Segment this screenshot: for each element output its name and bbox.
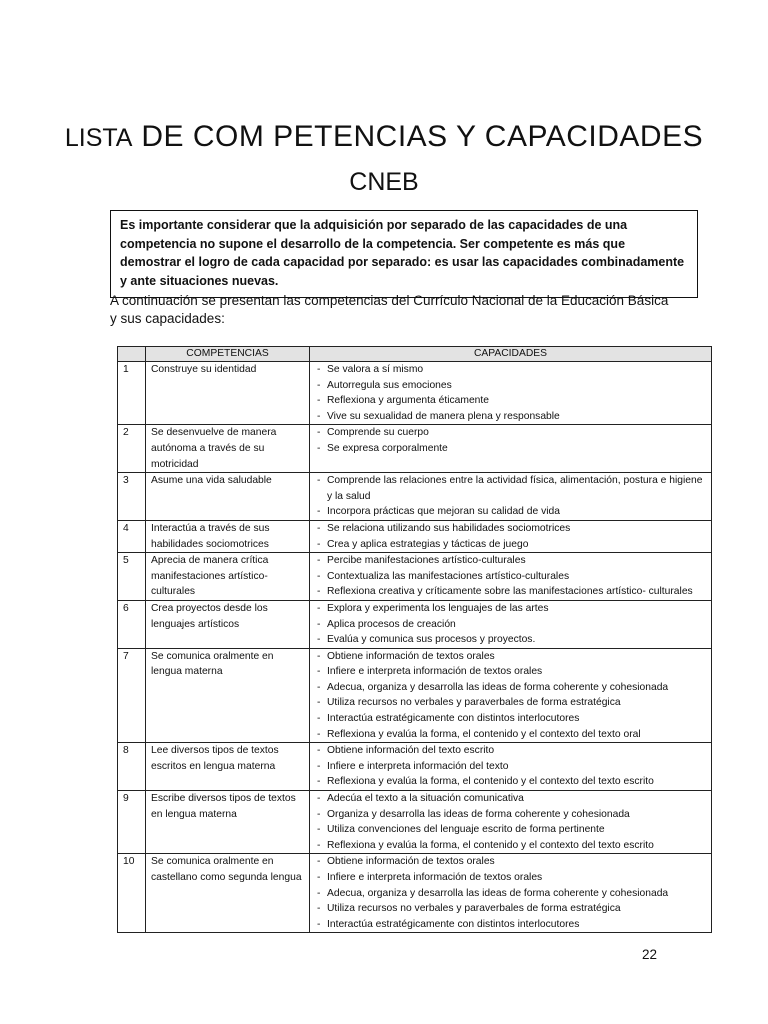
table-row — [118, 553, 712, 601]
capacidad-item: - Reflexiona y argumenta éticamente — [315, 393, 707, 409]
capacidad-item: - Comprende las relaciones entre la actividad física, alimentación, postura e higiene y la salud — [315, 473, 707, 504]
capacidad-item: - Infiere e interpreta información de textos orales — [315, 664, 707, 680]
capacidad-item: - Incorpora prácticas que mejoran su calidad de vida — [315, 504, 707, 520]
table-row — [118, 743, 712, 791]
capacidades-list — [315, 425, 707, 456]
capacidades-cell — [310, 600, 712, 648]
row-number: 3 — [118, 473, 146, 521]
competencia-cell: Aprecia de manera crítica manifestaciones artístico-culturales — [146, 553, 310, 601]
capacidad-item: - Evalúa y comunica sus procesos y proyectos. — [315, 632, 707, 648]
competencia-cell: Interactúa a través de sus habilidades sociomotrices — [146, 520, 310, 552]
competencia-cell: Crea proyectos desde los lenguajes artísticos — [146, 600, 310, 648]
competencia-cell: Se comunica oralmente en castellano como segunda lengua — [146, 854, 310, 933]
capacidad-item: - Interactúa estratégicamente con distintos interlocutores — [315, 711, 707, 727]
capacidad-item: - Se valora a sí mismo — [315, 362, 707, 378]
note-text: Es importante considerar que la adquisición por separado de las capacidades de una competencia no supone el desarrollo de la competencia. Ser competente es más que demostrar el logro de cada capacidad por separado: es usar las capacidades combinadamente y ante situaciones nuevas. — [120, 218, 685, 288]
header-number — [118, 347, 146, 362]
capacidad-item: - Comprende su cuerpo — [315, 425, 707, 441]
capacidad-item: - Se relaciona utilizando sus habilidades sociomotrices — [315, 521, 707, 537]
capacidad-item: - Reflexiona creativa y críticamente sobre las manifestaciones artístico- culturales — [315, 584, 707, 600]
table-row — [118, 791, 712, 854]
capacidades-cell — [310, 473, 712, 521]
capacidad-item: - Aplica procesos de creación — [315, 617, 707, 633]
capacidades-list — [315, 601, 707, 648]
capacidad-item: - Crea y aplica estrategias y tácticas de juego — [315, 537, 707, 553]
capacidad-item: - Contextualiza las manifestaciones artístico-culturales — [315, 569, 707, 585]
title-rest: DE COM PETENCIAS Y CAPACIDADES — [132, 120, 704, 153]
capacidad-item: - Reflexiona y evalúa la forma, el contenido y el contexto del texto escrito — [315, 838, 707, 854]
capacidades-cell — [310, 553, 712, 601]
capacidades-cell — [310, 362, 712, 425]
capacidad-item: - Obtiene información de textos orales — [315, 854, 707, 870]
row-number: 9 — [118, 791, 146, 854]
note-box — [110, 210, 698, 298]
capacidades-cell — [310, 520, 712, 552]
table-row — [118, 425, 712, 473]
row-number: 10 — [118, 854, 146, 933]
competencia-cell: Asume una vida saludable — [146, 473, 310, 521]
capacidades-cell — [310, 743, 712, 791]
row-number: 2 — [118, 425, 146, 473]
table-row — [118, 854, 712, 933]
capacidades-list — [315, 362, 707, 424]
header-capacidades: CAPACIDADES — [310, 347, 712, 362]
capacidades-list — [315, 854, 707, 932]
competencia-cell: Escribe diversos tipos de textos en lengua materna — [146, 791, 310, 854]
page-title — [0, 120, 768, 154]
row-number: 7 — [118, 648, 146, 743]
capacidad-item: - Adecúa el texto a la situación comunicativa — [315, 791, 707, 807]
capacidades-cell — [310, 425, 712, 473]
competencia-cell: Se comunica oralmente en lengua materna — [146, 648, 310, 743]
capacidad-item: - Se expresa corporalmente — [315, 441, 707, 457]
capacidad-item: - Explora y experimenta los lenguajes de las artes — [315, 601, 707, 617]
capacidades-list — [315, 791, 707, 853]
capacidad-item: - Reflexiona y evalúa la forma, el contenido y el contexto del texto oral — [315, 727, 707, 743]
table-row — [118, 520, 712, 552]
row-number: 4 — [118, 520, 146, 552]
capacidad-item: - Infiere e interpreta información del texto — [315, 759, 707, 775]
capacidades-list — [315, 473, 707, 520]
capacidad-item: - Percibe manifestaciones artístico-culturales — [315, 553, 707, 569]
competencies-table — [117, 346, 712, 933]
capacidad-item: - Adecua, organiza y desarrolla las ideas de forma coherente y cohesionada — [315, 886, 707, 902]
capacidades-cell — [310, 791, 712, 854]
row-number: 8 — [118, 743, 146, 791]
capacidad-item: - Infiere e interpreta información de textos orales — [315, 870, 707, 886]
capacidad-item: - Organiza y desarrolla las ideas de forma coherente y cohesionada — [315, 807, 707, 823]
table-row — [118, 600, 712, 648]
capacidad-item: - Obtiene información del texto escrito — [315, 743, 707, 759]
header-competencias: COMPETENCIAS — [146, 347, 310, 362]
capacidad-item: - Reflexiona y evalúa la forma, el contenido y el contexto del texto escrito — [315, 774, 707, 790]
capacidad-item: - Interactúa estratégicamente con distintos interlocutores — [315, 917, 707, 933]
capacidades-list — [315, 521, 707, 552]
capacidad-item: - Utiliza convenciones del lenguaje escrito de forma pertinente — [315, 822, 707, 838]
capacidades-cell — [310, 648, 712, 743]
capacidades-list — [315, 743, 707, 790]
table-row — [118, 648, 712, 743]
title-first-word: LISTA — [64, 124, 133, 152]
capacidades-list — [315, 553, 707, 600]
capacidad-item: - Utiliza recursos no verbales y paraverbales de forma estratégica — [315, 695, 707, 711]
competencia-cell: Construye su identidad — [146, 362, 310, 425]
table-row — [118, 473, 712, 521]
table-body — [118, 362, 712, 933]
table-row — [118, 362, 712, 425]
capacidad-item: - Vive su sexualidad de manera plena y responsable — [315, 409, 707, 425]
capacidades-cell — [310, 854, 712, 933]
competencia-cell: Lee diversos tipos de textos escritos en lengua materna — [146, 743, 310, 791]
capacidad-item: - Autorregula sus emociones — [315, 378, 707, 394]
intro-paragraph: A continuación se presentan las competencias del Currículo Nacional de la Educación Básica y sus capacidades: — [110, 293, 669, 326]
page-subtitle: CNEB — [349, 168, 419, 196]
row-number: 5 — [118, 553, 146, 601]
capacidad-item: - Obtiene información de textos orales — [315, 649, 707, 665]
capacidades-list — [315, 649, 707, 743]
row-number: 6 — [118, 600, 146, 648]
table-header-row — [118, 347, 712, 362]
row-number: 1 — [118, 362, 146, 425]
capacidad-item: - Utiliza recursos no verbales y paraverbales de forma estratégica — [315, 901, 707, 917]
page-number: 22 — [642, 947, 658, 962]
capacidad-item: - Adecua, organiza y desarrolla las ideas de forma coherente y cohesionada — [315, 680, 707, 696]
competencia-cell: Se desenvuelve de manera autónoma a través de su motricidad — [146, 425, 310, 473]
